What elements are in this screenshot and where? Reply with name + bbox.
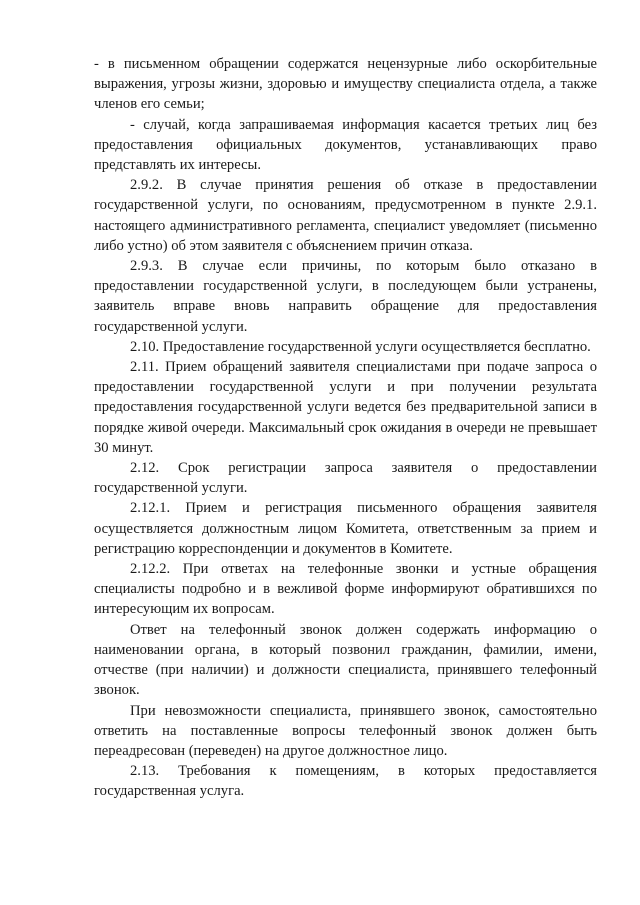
paragraph-2-9-3: 2.9.3. В случае если причины, по которым было отказано в предоставлении государственной услуги, в последующем были устранены, заявитель вправе вновь направить обращение для предоставления государственной услуги. [94,258,597,335]
document-body [94,54,597,802]
paragraph-2-9-2: 2.9.2. В случае принятия решения об отказе в предоставлении государственной услуги, по основаниям, предусмотренном в пункте 2.9.1. настоящего административного регламента, специалист уведомляет (письменно либо устно) об этом заявителя с объяснением причин отказа. [94,177,597,254]
paragraph-2-11: 2.11. Прием обращений заявителя специалистами при подаче запроса о предоставлении государственной услуги и при получении результата предоставления государственной услуги ведется без предварительной записи в порядке живой очереди. Максимальный срок ожидания в очереди не превышает 30 минут. [94,359,597,456]
paragraph-2-12-1: 2.12.1. Прием и регистрация письменного обращения заявителя осуществляется должностным лицом Комитета, ответственным за прием и регистрацию корреспонденции и документов в Комитете. [94,500,597,557]
paragraph-2-12: 2.12. Срок регистрации запроса заявителя о предоставлении государственной услуги. [94,460,597,497]
paragraph-phone-answer: Ответ на телефонный звонок должен содержать информацию о наименовании органа, в который позвонил гражданин, фамилии, имени, отчестве (при наличии) и должности специалиста, принявшего телефонный звонок. [94,621,597,699]
paragraph-2-10: 2.10. Предоставление государственной услуги осуществляется бесплатно. [130,338,591,355]
paragraph-2-13: 2.13. Требования к помещениям, в которых предоставляется государственная услуга. [94,763,597,800]
paragraph-redirect: При невозможности специалиста, принявшего звонок, самостоятельно ответить на поставленные вопросы телефонный звонок должен быть переадресован (переведен) на другое должностное лицо. [94,702,597,759]
paragraph-list-item-2: - случай, когда запрашиваемая информация касается третьих лиц без предоставления официальных документов, устанавливающих право представлять их интересы. [94,116,597,174]
paragraph-2-12-2: 2.12.2. При ответах на телефонные звонки и устные обращения специалисты подробно и в вежливой форме информируют обратившихся по интересующим их вопросам. [94,561,597,618]
paragraph-list-item-1: - в письменном обращении содержатся нецензурные либо оскорбительные выражения, угрозы жизни, здоровью и имуществу специалиста отдела, а также членов его семьи; [94,56,597,113]
